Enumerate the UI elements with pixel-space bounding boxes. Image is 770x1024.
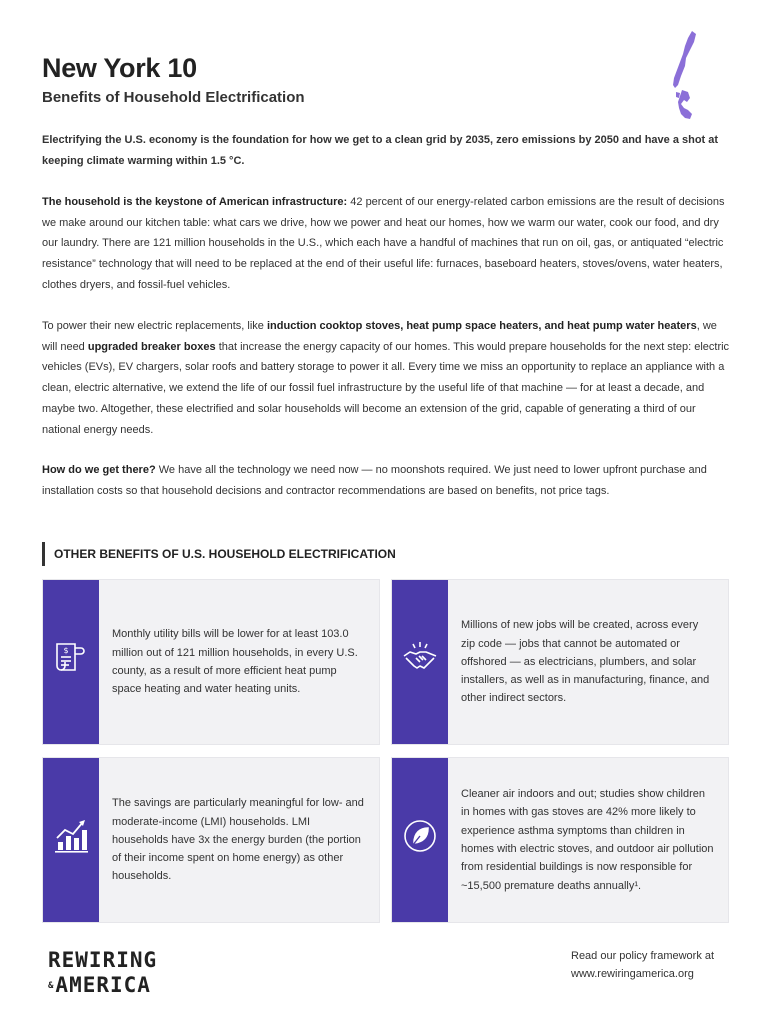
intro-paragraph-4	[42, 460, 732, 501]
keystone-lead: The household is the keystone of American infrastructure:	[42, 196, 348, 208]
p3-text-e: that increase the energy capacity of our homes. This would prepare households for the next step: electric vehicles (EVs), EV chargers, solar roofs and battery storage to power it all. Every time we miss an opportunity to replace an appliance with a clean, electric alternative, we extend the life of our fossil fuel infrastructure by the useful life of that machine — for at least a decade, and maybe two. Altogether, these electrified and solar households will become an extension of the grid, capable of generating a third of our national energy needs.	[42, 340, 730, 436]
card-icon-bar	[43, 758, 99, 922]
footer-line-1: Read our policy framework at	[571, 950, 715, 962]
logo-line-2-text: AMERICA	[55, 973, 151, 997]
svg-text:$: $	[63, 646, 69, 655]
benefit-card-jobs	[391, 579, 729, 745]
intro-paragraph-3	[42, 316, 732, 440]
card-icon-bar	[392, 580, 448, 744]
rewiring-america-logo	[48, 948, 158, 999]
benefit-card-text: Monthly utility bills will be lower for at least 103.0 million out of 121 million households, in every U.S. county, as a result of more efficient heat pump space heating and water heating units.	[112, 628, 358, 696]
p3-text-a: To power their new electric replacements, like	[42, 320, 267, 332]
handshake-icon	[402, 640, 438, 676]
benefit-card-lmi-savings	[42, 757, 380, 923]
logo-line-1: REWIRING	[48, 948, 158, 972]
benefit-card-text: Millions of new jobs will be created, across every zip code — jobs that cannot be automated or offshored — as electricians, plumbers, and solar installers, as well as in manufacturing, finance, and other indirect sectors.	[461, 619, 710, 705]
page-subtitle: Benefits of Household Electrification	[42, 89, 305, 106]
leaf-plug-icon	[402, 818, 438, 854]
footer-url[interactable]: www.rewiringamerica.org	[571, 968, 694, 980]
benefit-card-clean-air	[391, 757, 729, 923]
benefit-card-utility-bills	[42, 579, 380, 745]
new-york-district-map-icon	[668, 30, 700, 120]
card-icon-bar	[43, 580, 99, 744]
page-title: New York 10	[42, 53, 197, 83]
benefit-card-text: Cleaner air indoors and out; studies show children in homes with gas stoves are 42% more likely to experience asthma symptoms than children in homes with electric stoves, and outdoor air pollution from residential buildings is now responsible for ~15,500 premature deaths annually¹.	[461, 788, 714, 892]
intro-paragraph-1: Electrifying the U.S. economy is the foundation for how we get to a clean grid by 2035, zero emissions by 2050 and have a shot at keeping climate warming within 1.5 °C.	[42, 134, 719, 167]
bar-chart-growth-icon	[53, 818, 89, 854]
utility-bill-icon	[53, 640, 89, 676]
p3-bold-breaker: upgraded breaker boxes	[87, 340, 216, 353]
benefit-card-text: The savings are particularly meaningful for low- and moderate-income (LMI) households. LMI households have 3x the energy burden (the portion of their income spent on home energy) as other households.	[112, 797, 364, 883]
card-icon-bar	[392, 758, 448, 922]
intro-paragraph-2	[42, 192, 732, 296]
logo-line-2	[48, 973, 158, 999]
logo-ampersand: &	[48, 980, 55, 991]
p3-text-c: , we will need	[42, 320, 717, 353]
keystone-body: 42 percent of our energy-related carbon emissions are the result of decisions we make around our kitchen table: what cars we drive, how we power and heat our homes, how we warm our water, cook our food, and dry our laundry. There are 121 million households in the U.S., which each have a handful of machines that run on oil, gas, or antiquated “electric resistance” technology that will need to be replaced at the end of their useful life: furnaces, baseboard heaters, stoves/ovens, water heaters, clothes dryers, and fossil-fuel vehicles.	[42, 196, 725, 291]
how-lead: How do we get there?	[42, 464, 156, 476]
p3-bold-appliances: induction cooktop stoves, heat pump space heaters, and heat pump water heaters	[266, 320, 697, 332]
benefits-section-heading: OTHER BENEFITS OF U.S. HOUSEHOLD ELECTRIFICATION	[42, 542, 396, 566]
footer-policy-link	[571, 947, 714, 983]
how-body: We have all the technology we need now — no moonshots required. We just need to lower upfront purchase and installation costs so that household decisions and contractor recommendations are based on benefits, not price tags.	[42, 464, 707, 497]
